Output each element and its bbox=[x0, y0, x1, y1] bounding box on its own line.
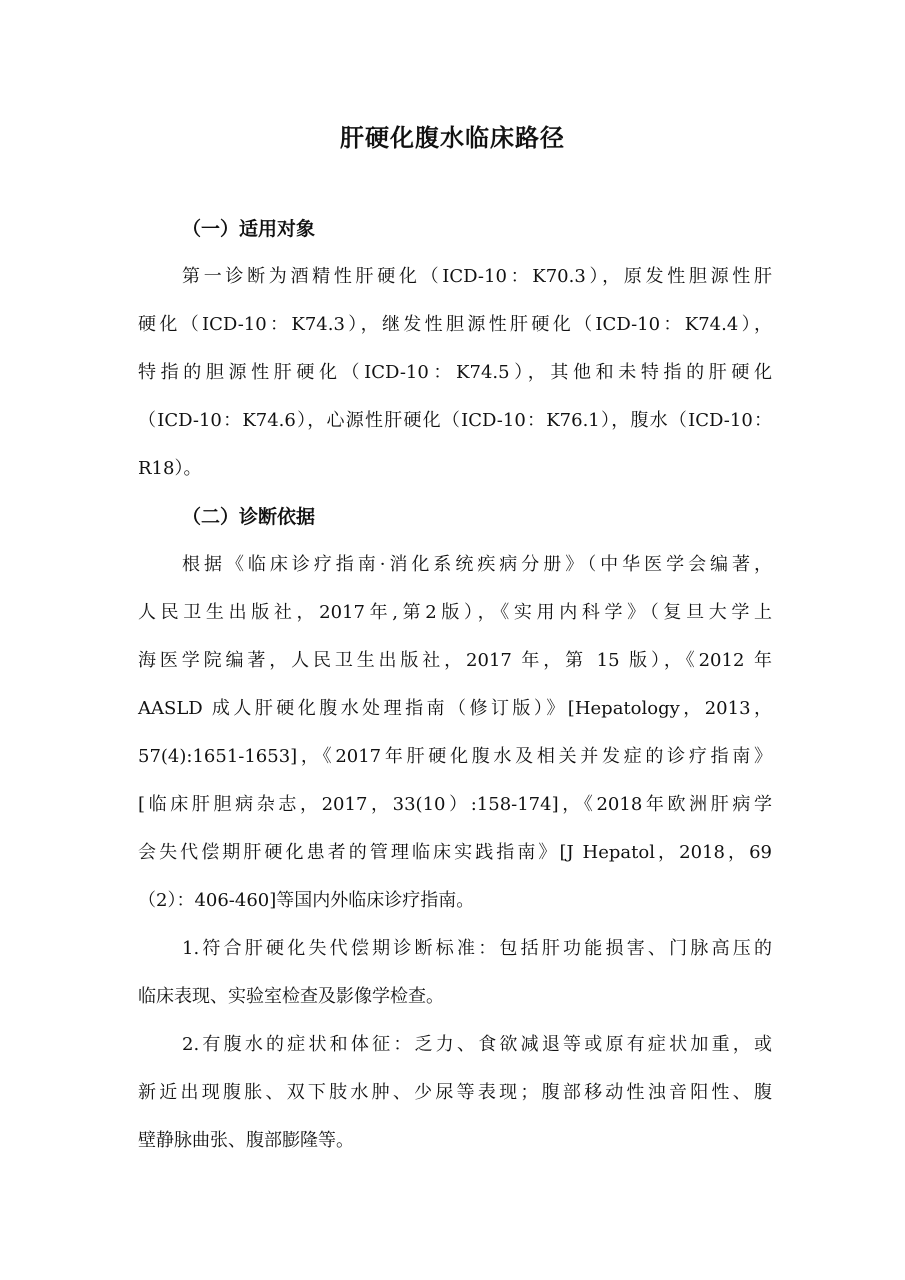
list-item bbox=[138, 1021, 772, 1165]
list-item bbox=[138, 925, 772, 1021]
text-line: 2.有腹水的症状和体征：乏力、食欲减退等或原有症状加重，或 bbox=[182, 1034, 772, 1055]
section-heading: （二）诊断依据 bbox=[182, 506, 316, 528]
text-line: 人民卫生出版社，2017年,第2版），《实用内科学》（复旦大学上 bbox=[138, 602, 772, 623]
text-line: 壁静脉曲张、腹部膨隆等。 bbox=[138, 1130, 354, 1151]
text-line: （ICD-10：K74.6），心源性肝硬化（ICD-10：K76.1），腹水（ICD-10： bbox=[138, 410, 772, 431]
document-body bbox=[138, 205, 772, 1165]
text-line: 第一诊断为酒精性肝硬化（ICD-10：K70.3），原发性胆源性肝 bbox=[182, 266, 772, 287]
text-line: 硬化（ICD-10：K74.3），继发性胆源性肝硬化（ICD-10：K74.4）， bbox=[138, 314, 772, 335]
text-line: 1.符合肝硬化失代偿期诊断标准：包括肝功能损害、门脉高压的 bbox=[182, 938, 772, 959]
text-line: 根据《临床诊疗指南·消化系统疾病分册》（中华医学会编著， bbox=[182, 554, 772, 575]
text-line: 海医学院编著，人民卫生出版社，2017 年，第 15 版），《2012 年 bbox=[138, 650, 772, 671]
paragraph bbox=[138, 541, 772, 925]
page-title: 肝硬化腹水临床路径 bbox=[340, 124, 565, 152]
text-line: 临床表现、实验室检查及影像学检查。 bbox=[138, 986, 444, 1007]
text-line: 会失代偿期肝硬化患者的管理临床实践指南》[J Hepatol，2018，69 bbox=[138, 842, 772, 863]
text-line: 57(4):1651-1653]，《2017年肝硬化腹水及相关并发症的诊疗指南》 bbox=[138, 746, 772, 767]
paragraph bbox=[138, 253, 772, 493]
text-line: R18）。 bbox=[138, 458, 202, 479]
text-line: AASLD 成人肝硬化腹水处理指南（修订版）》[Hepatology，2013， bbox=[138, 698, 772, 719]
section-heading: （一）适用对象 bbox=[182, 218, 316, 240]
text-line: （2）：406-460]等国内外临床诊疗指南。 bbox=[138, 890, 475, 911]
section-applicable-subjects bbox=[138, 205, 772, 493]
text-line: 特指的胆源性肝硬化（ICD-10：K74.5），其他和未特指的肝硬化 bbox=[138, 362, 772, 383]
text-line: 新近出现腹胀、双下肢水肿、少尿等表现；腹部移动性浊音阳性、腹 bbox=[138, 1082, 772, 1103]
section-diagnostic-basis bbox=[138, 493, 772, 1165]
text-line: [临床肝胆病杂志，2017，33(10）:158-174]，《2018年欧洲肝病学 bbox=[138, 794, 772, 815]
